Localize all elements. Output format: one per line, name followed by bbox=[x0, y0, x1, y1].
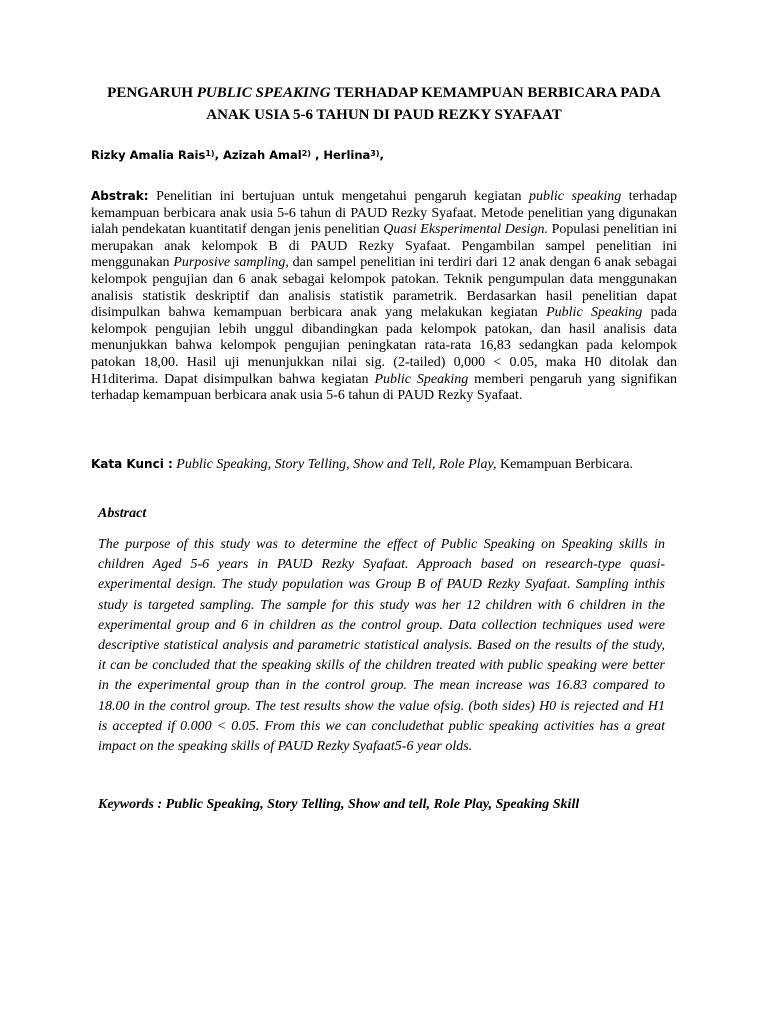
author-name: Rizky Amalia Rais bbox=[91, 148, 206, 162]
keywords: Keywords : Public Speaking, Story Telling, Show and tell, Role Play, Speaking Skill bbox=[98, 797, 580, 812]
abstrak-paragraph: Abstrak: Penelitian ini bertujuan untuk mengetahui pengaruh kegiatan public speaking terhadap kemampuan berbicara anak usia 5-6 tahun di PAUD Rezky Syafaat. Metode penelitian yang digunakan ialah pendekatan kuantitatif dengan jenis penelitian Quasi Eksperimental Design. Populasi penelitian ini merupakan anak kelompok B di PAUD Rezky Syafaat. Pengambilan sampel penelitian ini menggunakan Purposive sampling, dan sampel penelitian ini terdiri dari 12 anak dengan 6 anak sebagai kelompok pengujian dan 6 anak sebagai kelompok patokan. Teknik pengumpulan data menggunakan analisis statistik deskriptif dan analisis statistik parametrik. Berdasarkan hasil penelitian dapat disimpulkan bahwa kemampuan berbicara anak yang melakukan kegiatan Public Speaking pada kelompok pengujian lebih unggul dibandingkan pada kelompok patokan, dan hasil analisis data menunjukkan bahwa kelompok pengujian peningkatan rata-rata 16,83 sedangkan pada kelompok patokan 18,00. Hasil uji menunjukkan nilai sig. (2-tailed) 0,000 < 0.05, maka H0 ditolak dan H1diterima. Dapat disimpulkan bahwa kegiatan Public Speaking memberi pengaruh yang signifikan terhadap kemampuan berbicara anak usia 5-6 tahun di PAUD Rezky Syafaat. bbox=[91, 189, 678, 404]
kata-kunci-label: Kata Kunci : bbox=[91, 457, 173, 471]
author-name: Herlina bbox=[323, 148, 371, 162]
abstrak-label: Abstrak: bbox=[91, 189, 149, 203]
abstract-body: The purpose of this study was to determine the effect of Public Speaking on Speaking skills in children Aged 5-6 years in PAUD Rezky Syafaat. Approach based on research-type quasi-experimental design. The study population was Group B of PAUD Rezky Syafaat. Sampling inthis study is targeted sampling. The sample for this study was her 12 children with 6 children in the experimental group and 6 in children as the control group. Data collection techniques used were descriptive statistical analysis and parametric statistical analysis. Based on the results of the study, it can be concluded that the speaking skills of the children treated with public speaking were better in the experimental group than in the control group. The mean increase was 16.83 compared to 18.00 in the control group. The test results show the value ofsig. (both sides) H0 is rejected and H1 is accepted if 0.000 < 0.05. From this we can concludethat public speaking activities has a great impact on the speaking skills of PAUD Rezky Syafaat5-6 year olds. bbox=[98, 537, 665, 755]
paper-title bbox=[60, 82, 708, 126]
author-name: Azizah Amal bbox=[222, 148, 302, 162]
abstract-heading: Abstract bbox=[98, 506, 147, 521]
kata-kunci: Kata Kunci : Public Speaking, Story Telling, Show and Tell, Role Play, Kemampuan Berbicara. bbox=[91, 457, 633, 472]
author-list: Rizky Amalia Rais$^{1)}$, Azizah Amal$^{2)}$ , Herlina$^{3)}$, bbox=[91, 148, 384, 162]
author-affiliation: 3) bbox=[370, 149, 380, 158]
author-affiliation: 1) bbox=[205, 149, 215, 158]
title-line-2: ANAK USIA 5-6 TAHUN DI PAUD REZKY SYAFAAT bbox=[206, 107, 562, 123]
title-line-1: PENGARUH PUBLIC SPEAKING TERHADAP KEMAMPUAN BERBICARA PADA bbox=[107, 85, 661, 101]
author-affiliation: 2) bbox=[301, 149, 311, 158]
